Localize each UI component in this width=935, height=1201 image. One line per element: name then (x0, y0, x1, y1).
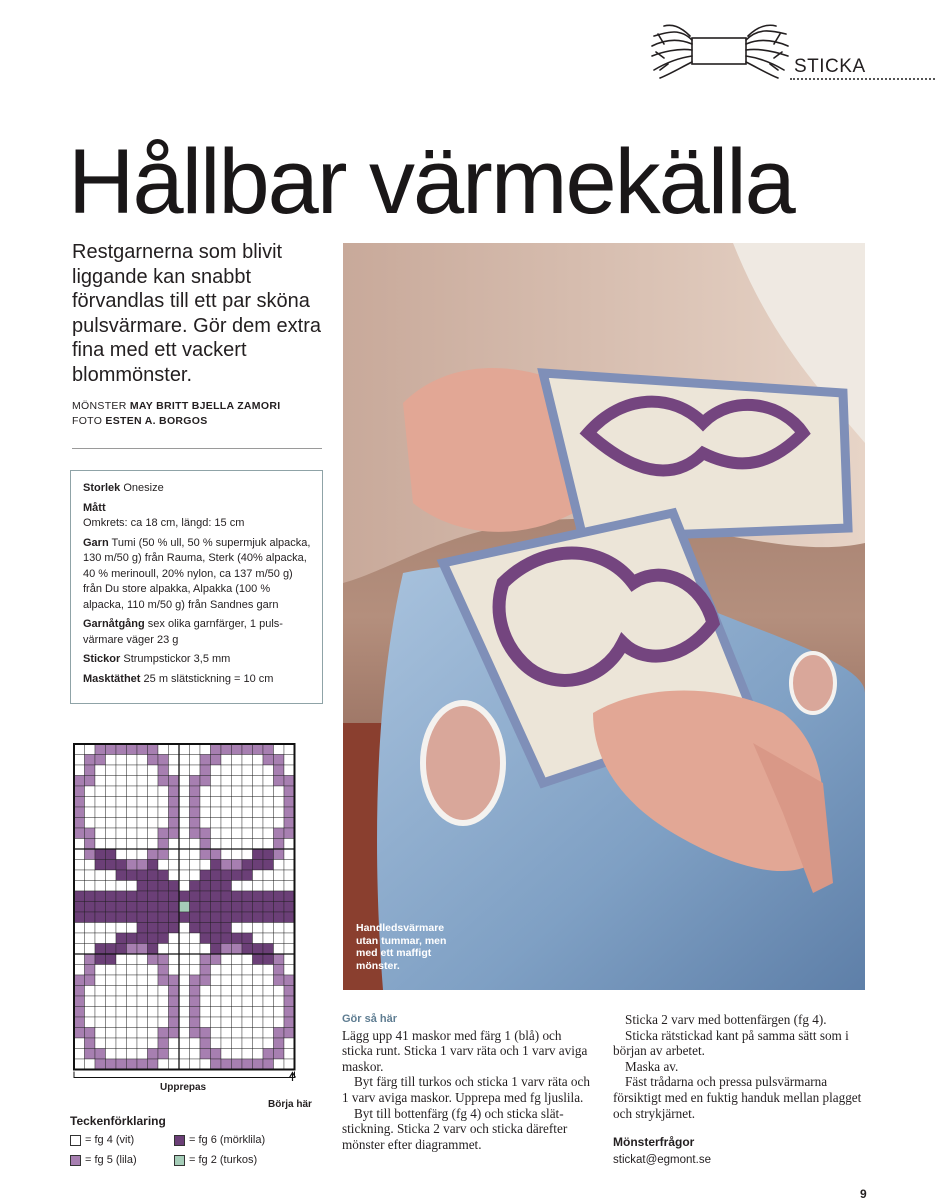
photo-wrist-warmers (343, 243, 865, 990)
section-label: STICKA (794, 56, 866, 77)
legend-title: Teckenförklaring (70, 1114, 166, 1128)
instructions-heading: Gör så här (342, 1013, 398, 1025)
swatch-turquoise (174, 1155, 185, 1166)
start-label: Börja här (268, 1099, 312, 1110)
info-size: Storlek Onesize (83, 482, 164, 494)
credit-pattern: MÖNSTER MAY BRITT BJELLA ZAMORI (72, 400, 281, 412)
yarn-skein-icon (650, 24, 790, 80)
instruction-paragraph: Byt till bottenfärg (fg 4) och sticka slät-stickning. Sticka 2 varv och sticka därefter mönster efter diagrammet. (342, 1105, 568, 1152)
article-intro: Restgarnerna som blivit liggande kan snabbt förvandlas till ett par sköna pulsvärmare. Gör dem extra fina med ett vackert blommönster. (72, 241, 321, 386)
credits (72, 399, 332, 429)
instruction-paragraph: Sticka 2 varv med bottenfärgen (fg 4). (625, 1012, 827, 1027)
swatch-white (70, 1135, 81, 1146)
header-rule (790, 78, 935, 80)
instruction-paragraph: Lägg upp 41 maskor med färg 1 (blå) och sticka runt. Sticka 1 varv räta och 1 varv aviga maskor. (342, 1027, 588, 1074)
photo-caption: Handledsvärmare utan tummar, men med ett maffigt mönster. (356, 922, 447, 972)
info-box (70, 470, 323, 704)
instruction-paragraph: Fäst trådarna och pressa pulsvärmarna försiktigt med en fuktig handuk mellan plagget och strykjärnet. (613, 1074, 862, 1121)
instruction-paragraph: Byt färg till turkos och sticka 1 varv räta och 1 varv aviga maskor. Upprepa med fg ljuslila. (342, 1074, 590, 1105)
legend-item-fg2: = fg 2 (turkos) (174, 1154, 257, 1166)
repeat-label: Upprepas (160, 1082, 207, 1093)
instruction-paragraph: Sticka rätstickad kant på samma sätt som i början av arbetet. (613, 1027, 849, 1059)
info-yarn: Garn Tumi (50 % ull, 50 % supermjuk alpacka, 130 m/50 g) från Rauma, Sterk (40% alpacka, 40 % merinoull, 20% nylon, ca 137 m/50 g) från Du store alpakka, Alpakka (100 % alpacka, 110 m/50 g) från Sandnes garn (83, 536, 311, 611)
legend-item-fg6: = fg 6 (mörklila) (174, 1134, 265, 1146)
info-needles: Stickor Strumpstickor 3,5 mm (83, 653, 231, 665)
questions-heading: Mönsterfrågor (613, 1135, 695, 1150)
instruction-paragraph: Maska av. (625, 1058, 679, 1074)
repeat-bracket (74, 1072, 295, 1078)
info-measure: Mått Omkrets: ca 18 cm, längd: 15 cm (83, 501, 245, 529)
swatch-dark-purple (174, 1135, 185, 1146)
questions-email[interactable]: stickat@egmont.se (613, 1153, 711, 1166)
legend-item-fg5: = fg 5 (lila) (70, 1154, 137, 1166)
page-number: 9 (860, 1187, 867, 1201)
info-consumption: Garnåtgång sex olika garnfärger, 1 puls-värmare väger 23 g (83, 618, 283, 646)
divider (72, 448, 322, 449)
instructions-column-1 (342, 1012, 594, 1152)
swatch-purple (70, 1155, 81, 1166)
credit-photo: FOTO ESTEN A. BORGOS (72, 415, 208, 427)
knitting-chart (70, 741, 300, 1081)
article-title: Hållbar värmekälla (68, 131, 794, 233)
legend-item-fg4: = fg 4 (vit) (70, 1134, 134, 1146)
instructions-column-2 (613, 1012, 866, 1168)
chart-cells (74, 744, 295, 1070)
info-gauge: Masktäthet 25 m slätstickning = 10 cm (83, 672, 274, 685)
